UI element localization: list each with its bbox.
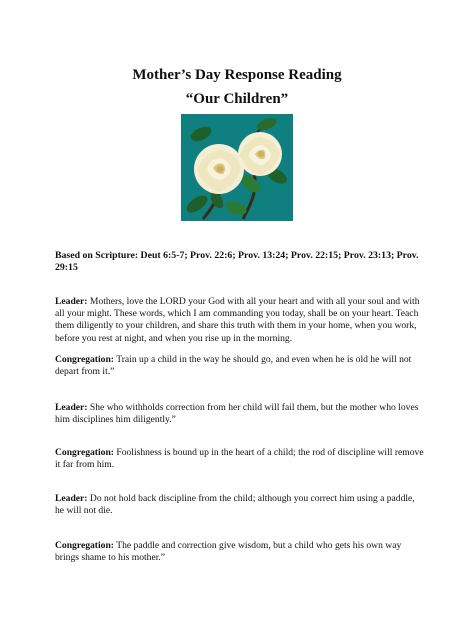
reading-paragraph <box>55 493 425 517</box>
speaker-label: Congregation: <box>55 447 114 458</box>
reading-paragraph <box>55 296 425 345</box>
reading-text: Foolishness is bound up in the heart of a child; the rod of discipline will remove it far from him. <box>55 447 424 471</box>
speaker-label: Leader: <box>55 493 88 504</box>
reading-paragraph <box>55 354 425 378</box>
speaker-label: Congregation: <box>55 354 114 365</box>
scripture-reference: Based on Scripture: Deut 6:5-7; Prov. 22:6; Prov. 13:24; Prov. 22:15; Prov. 23:13; Prov. 29:15 <box>55 250 419 273</box>
reading-paragraph <box>55 540 425 564</box>
reading-text: Do not hold back discipline from the child; although you correct him using a paddle, he will not die. <box>55 493 415 517</box>
reading-text: The paddle and correction give wisdom, but a child who gets his own way brings shame to his mother.” <box>55 540 402 564</box>
page-subtitle: “Our Children” <box>185 91 289 107</box>
reading-paragraph <box>55 402 425 426</box>
page-title: Mother’s Day Response Reading <box>132 67 342 83</box>
reading-paragraph <box>55 447 425 471</box>
speaker-label: Leader: <box>55 402 88 413</box>
speaker-label: Congregation: <box>55 540 114 551</box>
reading-text: Mothers, love the LORD your God with all your heart and with all your soul and with all your might. These words, which I am commanding you today, shall be on your heart. Teach them diligently to your children, and share this truth with them in your home, when you work, before you rest at night, and when you rise up in the morning. <box>55 296 420 344</box>
reading-text: She who withholds correction from her child will fail them, but the mother who loves him disciplines him diligently.” <box>55 402 419 426</box>
white-roses-illustration <box>181 114 293 221</box>
speaker-label: Leader: <box>55 296 88 307</box>
reading-text: Train up a child in the way he should go, and even when he is old he will not depart from it.” <box>55 354 412 378</box>
